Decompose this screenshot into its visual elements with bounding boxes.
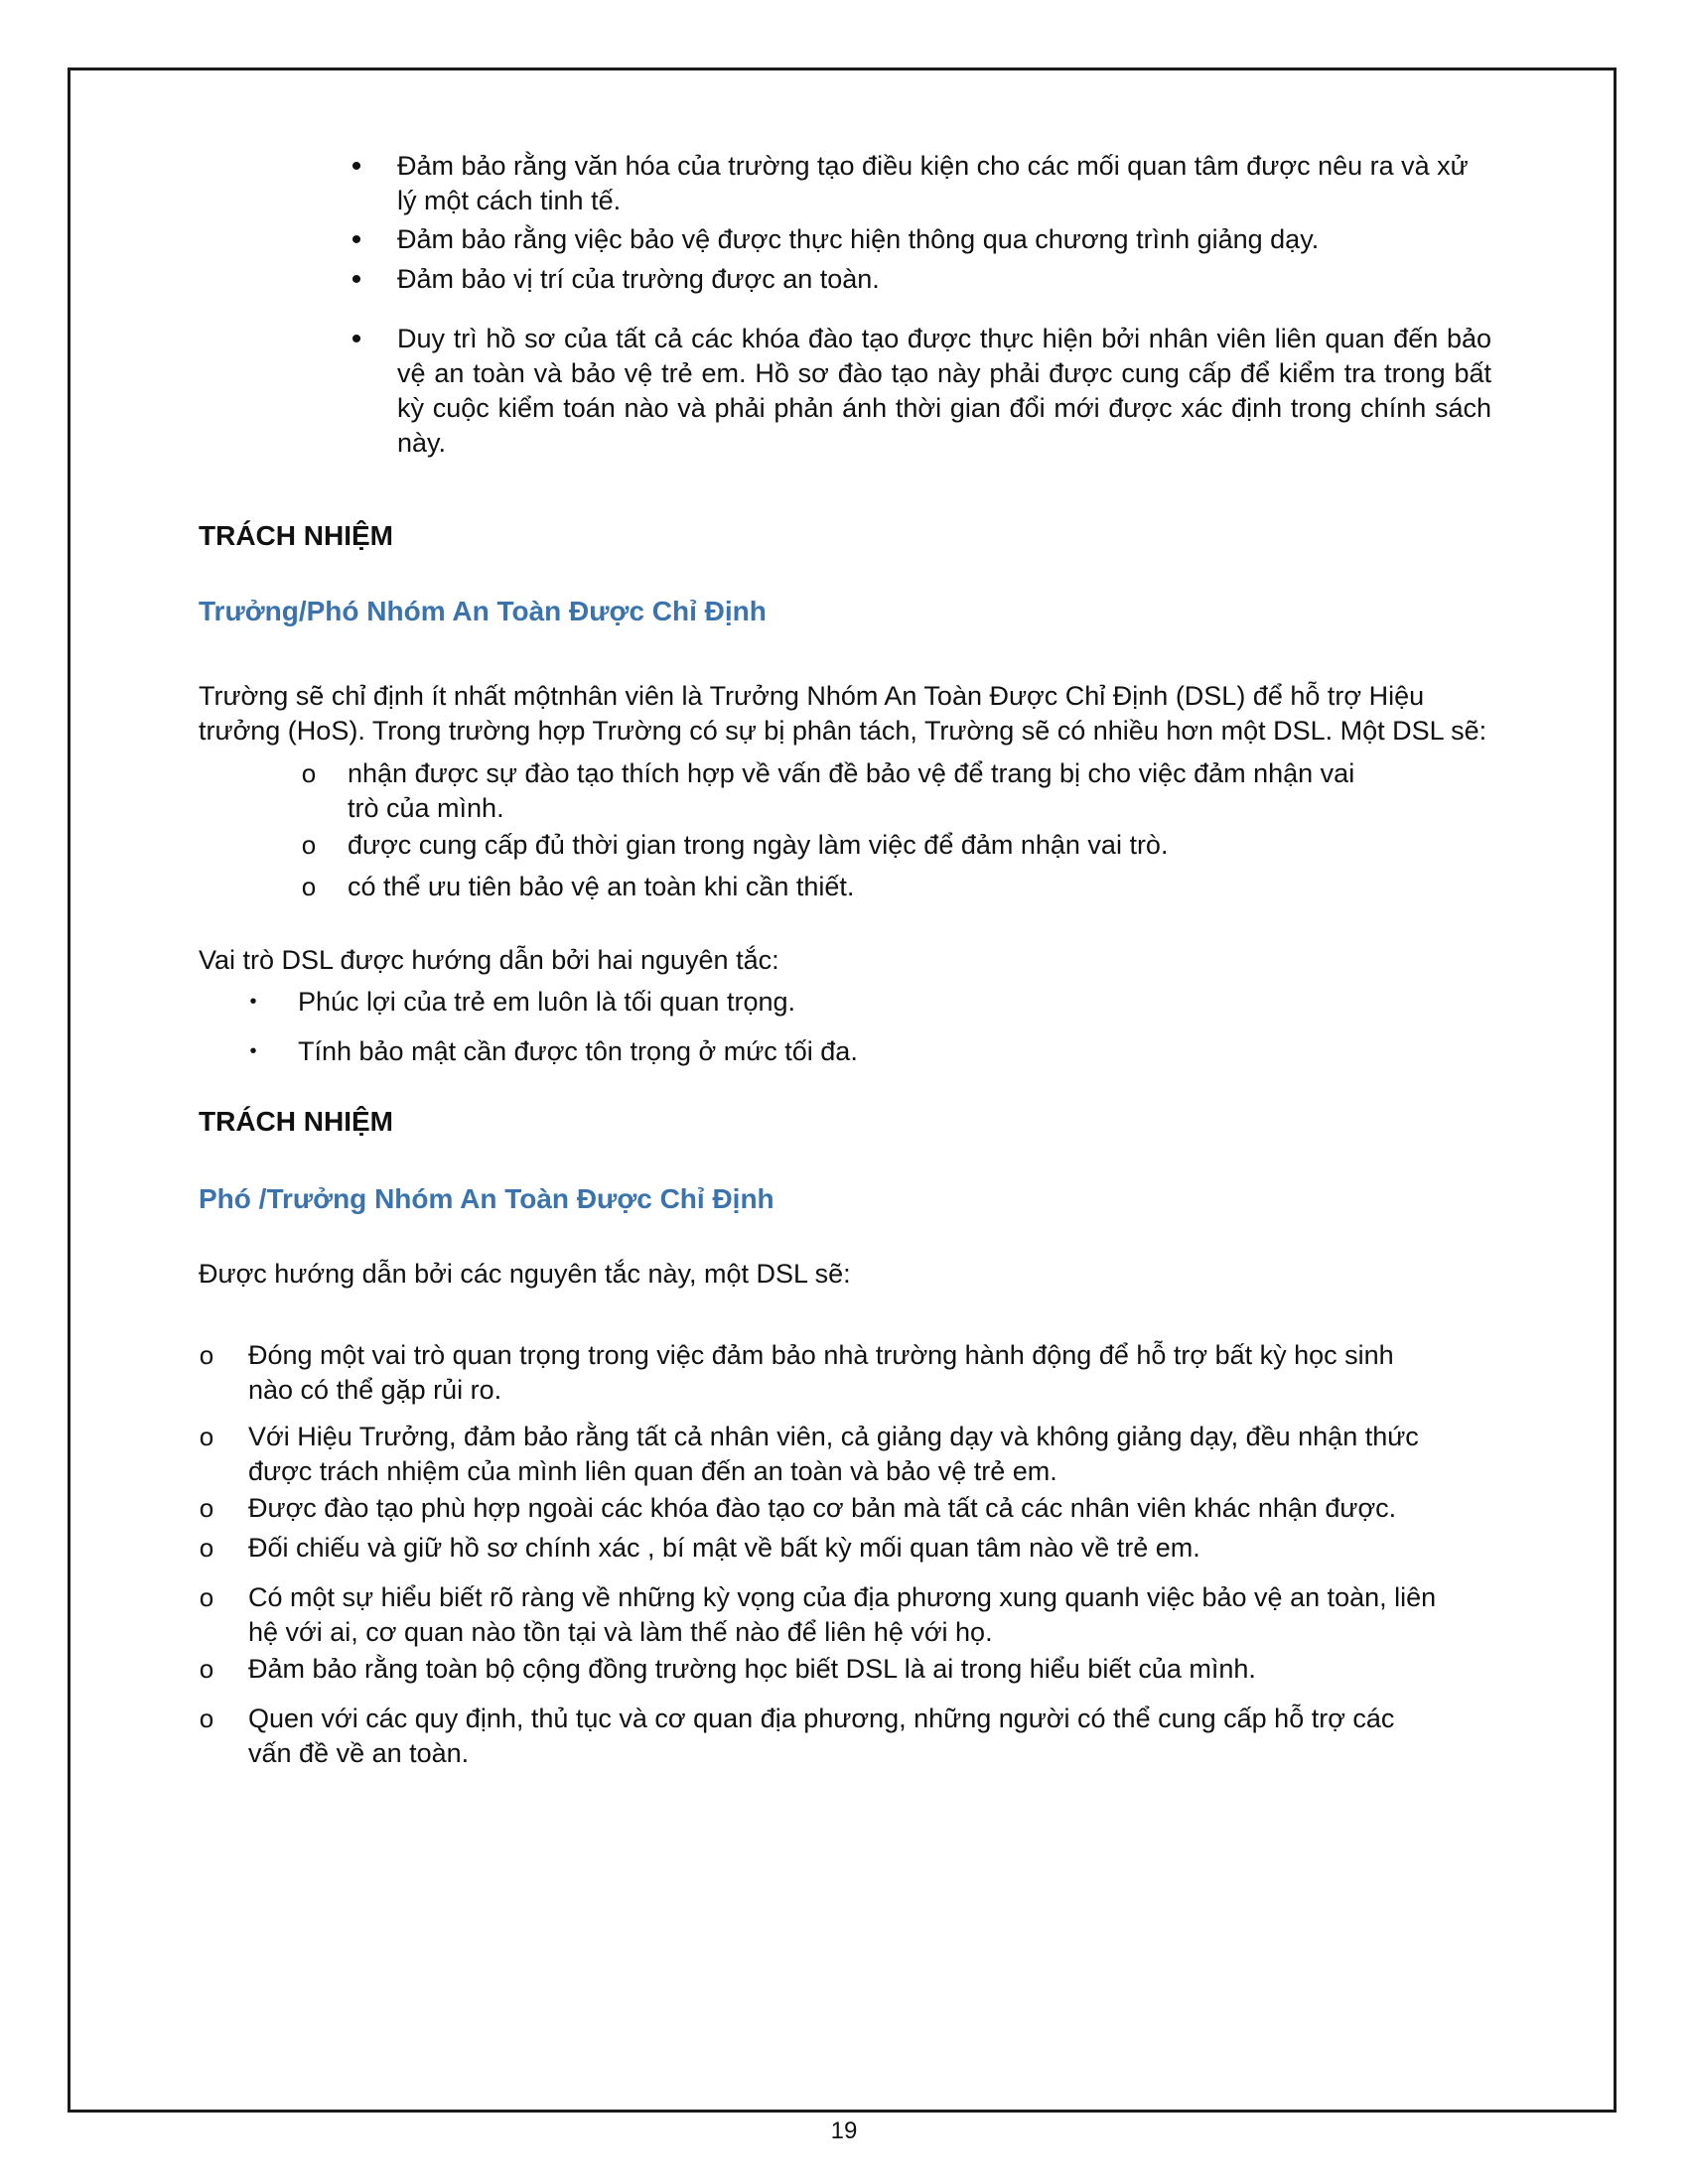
bullet-icon: • — [351, 263, 362, 296]
circle-bullet-icon: o — [301, 758, 317, 788]
list-item: Đảm bảo rằng việc bảo vệ được thực hiện thông qua chương trình giảng dạy. — [397, 224, 1320, 254]
section-heading: TRÁCH NHIỆM — [199, 520, 393, 551]
circle-bullet-icon: o — [199, 1704, 214, 1733]
section-subheading: Phó /Trưởng Nhóm An Toàn Được Chỉ Định — [199, 1183, 774, 1214]
section-subheading: Trưởng/Phó Nhóm An Toàn Được Chỉ Định — [199, 596, 767, 626]
list-item: Đảm bảo vị trí của trường được an toàn. — [397, 264, 880, 294]
list-item: Duy trì hồ sơ của tất cả các khóa đào tạo được thực hiện bởi nhân viên liên quan đến bảo vệ an toàn và bảo vệ trẻ em. Hồ sơ đào tạo này phải được cung cấp để kiểm tra trong bất kỳ cuộc kiểm toán nào và phải phản ánh thời gian đổi mới được xác định trong chính sách này. — [397, 324, 1491, 458]
list-item: Đối chiếu và giữ hồ sơ chính xác , bí mật về bất kỳ mối quan tâm nào về trẻ em. — [248, 1533, 1200, 1563]
list-item: được cung cấp đủ thời gian trong ngày làm việc để đảm nhận vai trò. — [348, 830, 1169, 860]
list-item: Phúc lợi của trẻ em luôn là tối quan trọng. — [298, 987, 795, 1017]
circle-bullet-icon: o — [199, 1582, 214, 1612]
bullet-icon: • — [249, 1040, 257, 1062]
list-item: có thể ưu tiên bảo vệ an toàn khi cần thiết. — [348, 872, 855, 901]
circle-bullet-icon: o — [199, 1533, 214, 1563]
circle-bullet-icon: o — [199, 1493, 214, 1523]
list-item: Có một sự hiểu biết rõ ràng về những kỳ vọng của địa phương xung quanh việc bảo vệ an toàn, liên hệ với ai, cơ quan nào tồn tại và làm thế nào để liên hệ với họ. — [248, 1582, 1437, 1647]
section-heading: TRÁCH NHIỆM — [199, 1106, 393, 1137]
list-item: Quen với các quy định, thủ tục và cơ quan địa phương, những người có thể cung cấp hỗ trợ các vấn đề về an toàn. — [248, 1704, 1395, 1768]
circle-bullet-icon: o — [301, 830, 317, 860]
circle-bullet-icon: o — [199, 1340, 214, 1370]
bullet-icon: • — [351, 323, 362, 355]
list-item: Tính bảo mật cần được tôn trọng ở mức tối đa. — [298, 1036, 858, 1066]
list-item: Được đào tạo phù hợp ngoài các khóa đào tạo cơ bản mà tất cả các nhân viên khác nhận được. — [248, 1493, 1397, 1523]
paragraph: Trường sẽ chỉ định ít nhất mộtnhân viên là Trưởng Nhóm An Toàn Được Chỉ Định (DSL) để hỗ trợ Hiệu trưởng (HoS). Trong trường hợp Trường có sự bị phân tách, Trường sẽ có nhiều hơn một DSL. Một DSL sẽ: — [199, 681, 1487, 746]
page-number: 19 — [830, 2117, 858, 2144]
list-item: nhận được sự đào tạo thích hợp về vấn đề bảo vệ để trang bị cho việc đảm nhận vai trò của mình. — [348, 758, 1355, 823]
bullet-icon: • — [249, 991, 257, 1013]
bullet-icon: • — [351, 223, 362, 256]
bullet-icon: • — [351, 150, 362, 183]
list-item: Đảm bảo rằng văn hóa của trường tạo điều kiện cho các mối quan tâm được nêu ra và xử lý một cách tinh tế. — [397, 151, 1469, 215]
paragraph: Vai trò DSL được hướng dẫn bởi hai nguyên tắc: — [199, 945, 779, 975]
list-item: Đảm bảo rằng toàn bộ cộng đồng trường học biết DSL là ai trong hiểu biết của mình. — [248, 1654, 1256, 1684]
list-item: Đóng một vai trò quan trọng trong việc đảm bảo nhà trường hành động để hỗ trợ bất kỳ học sinh nào có thể gặp rủi ro. — [248, 1340, 1394, 1405]
circle-bullet-icon: o — [301, 872, 317, 901]
circle-bullet-icon: o — [199, 1422, 214, 1451]
circle-bullet-icon: o — [199, 1654, 214, 1684]
list-item: Với Hiệu Trưởng, đảm bảo rằng tất cả nhân viên, cả giảng dạy và không giảng dạy, đều nhận thức được trách nhiệm của mình liên quan đến an toàn và bảo vệ trẻ em. — [248, 1422, 1419, 1486]
paragraph: Được hướng dẫn bởi các nguyên tắc này, một DSL sẽ: — [199, 1259, 851, 1289]
